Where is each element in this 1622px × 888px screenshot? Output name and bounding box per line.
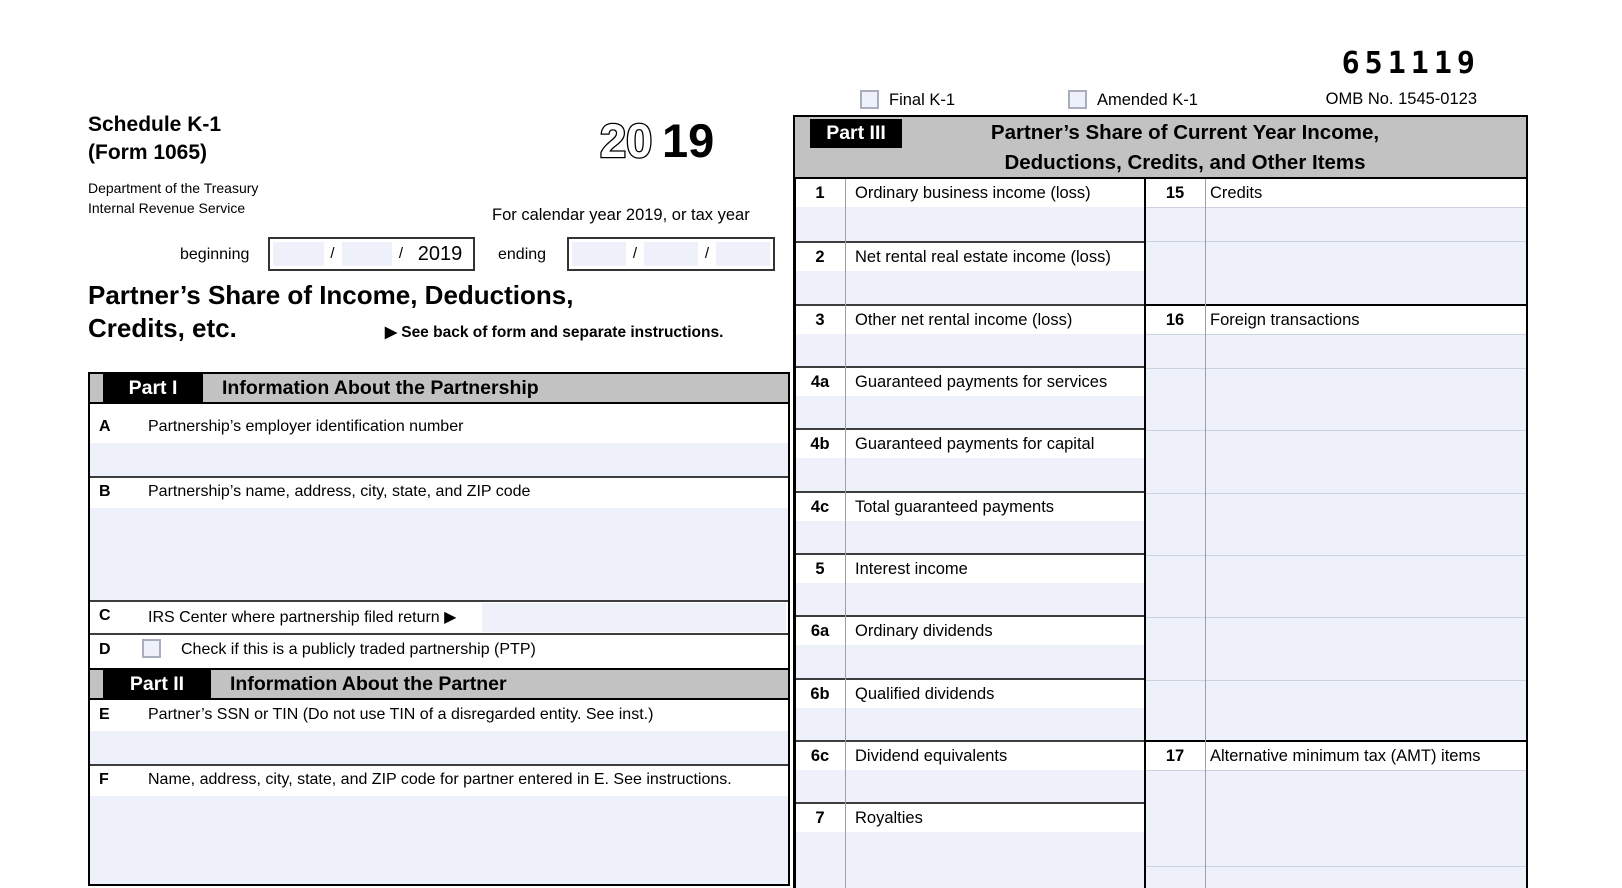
beginning-year-value: 2019 (409, 241, 471, 267)
row-4a-amount-input[interactable] (795, 396, 1145, 428)
item-a-letter: A (99, 418, 111, 435)
part3-section-16 (1145, 304, 1528, 740)
row-number: 6a (810, 622, 830, 640)
row-label: Guaranteed payments for services (855, 373, 1108, 391)
part3-section-17 (1145, 740, 1528, 888)
row-6b-amount-input[interactable] (795, 708, 1145, 740)
row-label: Foreign transactions (1210, 311, 1360, 329)
part3-middle-border (1144, 179, 1146, 888)
left-box-border-left (88, 372, 90, 886)
irs-service: Internal Revenue Service (88, 200, 246, 216)
part3-row-4c (795, 491, 1145, 553)
item-e-letter: E (99, 706, 110, 723)
divider (1145, 334, 1528, 335)
item-b-letter: B (99, 483, 111, 500)
part3-row-6b (795, 678, 1145, 740)
row-label: Alternative minimum tax (AMT) items (1210, 747, 1481, 765)
ending-year-input[interactable] (716, 242, 770, 266)
partner-name-address-input[interactable] (90, 796, 788, 884)
part3-row-2 (795, 241, 1145, 304)
final-k1-label: Final K-1 (889, 91, 956, 109)
amended-k1-checkbox[interactable] (1068, 90, 1087, 109)
row-7-amount-input[interactable] (795, 832, 1145, 888)
divider (1145, 493, 1528, 494)
partnership-name-address-input[interactable] (90, 508, 788, 600)
beginning-label: beginning (180, 246, 250, 263)
part3-border-right (1526, 179, 1528, 888)
tax-year-solid-digits: 19 (662, 114, 715, 167)
row-label: Dividend equivalents (855, 747, 1008, 765)
beginning-day-input[interactable] (342, 242, 393, 266)
part3-row-4b (795, 428, 1145, 491)
part3-row-3 (795, 304, 1145, 366)
row-label: Other net rental income (loss) (855, 311, 1073, 329)
part2-label: Part II (103, 669, 211, 699)
row-number: 6b (810, 685, 830, 703)
item-a-label: Partnership’s employer identification number (148, 418, 464, 435)
row-number: 7 (815, 809, 825, 827)
row-label: Guaranteed payments for capital (855, 435, 1095, 453)
ending-label: ending (498, 246, 547, 263)
form-number: (Form 1065) (88, 141, 208, 164)
divider (1145, 207, 1528, 208)
row-label: Ordinary dividends (855, 622, 993, 640)
row-3-amount-input[interactable] (795, 334, 1145, 366)
ending-date-box (567, 237, 775, 271)
ptp-checkbox[interactable] (142, 639, 161, 658)
row-number: 17 (1165, 747, 1185, 765)
beginning-month-input[interactable] (273, 242, 324, 266)
part3-section-15 (1145, 179, 1528, 304)
row-number: 6c (810, 747, 830, 765)
item-d-label: Check if this is a publicly traded partnership (PTP) (181, 641, 536, 658)
row-label: Net rental real estate income (loss) (855, 248, 1111, 266)
item-f-label: Name, address, city, state, and ZIP code for partner entered in E. See instructions. (148, 771, 732, 788)
row-4b-amount-input[interactable] (795, 458, 1145, 491)
date-slash: / (398, 245, 404, 262)
part3-row-4a (795, 366, 1145, 428)
row-5-amount-input[interactable] (795, 583, 1145, 615)
part3-number-column-line (845, 179, 846, 888)
row-number: 4a (810, 373, 830, 391)
divider (1145, 430, 1528, 431)
divider (1145, 617, 1528, 618)
left-box-border-right (788, 372, 790, 886)
row-label: Interest income (855, 560, 968, 578)
part3-row-5 (795, 553, 1145, 615)
row-6c-amount-input[interactable] (795, 770, 1145, 802)
divider (1145, 241, 1528, 242)
partner-ssn-input[interactable] (90, 731, 788, 764)
tax-year-outline-digits: 20 (600, 114, 653, 167)
calendar-year-line: For calendar year 2019, or tax year (492, 206, 750, 224)
row-number: 16 (1165, 311, 1185, 329)
row-number: 1 (815, 184, 825, 202)
part1-title: Information About the Partnership (222, 377, 539, 399)
divider (88, 476, 790, 478)
row-number: 2 (815, 248, 825, 266)
part3-border-left (793, 179, 796, 888)
part2-title: Information About the Partner (230, 673, 507, 695)
divider (1145, 680, 1528, 681)
part3-row-7 (795, 802, 1145, 888)
row-number: 15 (1165, 184, 1185, 202)
divider (1145, 770, 1528, 771)
divider (1145, 866, 1528, 867)
divider (88, 600, 790, 602)
see-back-instructions: ▶ See back of form and separate instructions. (385, 324, 724, 341)
item-d-letter: D (99, 641, 111, 658)
item-c-label: IRS Center where partnership filed return ▶ (148, 609, 457, 626)
divider (1145, 555, 1528, 556)
item-f-letter: F (99, 771, 109, 788)
item-c-letter: C (99, 607, 111, 624)
row-number: 5 (815, 560, 825, 578)
divider (88, 633, 790, 635)
part3-right-number-column-line (1205, 179, 1206, 888)
part3-label: Part III (810, 119, 902, 148)
section-15-amount-input[interactable] (1145, 207, 1528, 304)
row-label: Royalties (855, 809, 923, 827)
row-number: 3 (815, 311, 825, 329)
dept-treasury: Department of the Treasury (88, 180, 259, 196)
form-main-title-line2: Credits, etc. (88, 313, 237, 343)
ending-month-input[interactable] (572, 242, 626, 266)
row-number: 4b (810, 435, 830, 453)
amended-k1-label: Amended K-1 (1097, 91, 1198, 109)
part3-row-6c (795, 740, 1145, 802)
item-b-label: Partnership’s name, address, city, state, and ZIP code (148, 483, 531, 500)
row-label: Qualified dividends (855, 685, 995, 703)
part3-title-line2: Deductions, Credits, and Other Items (1004, 151, 1366, 174)
date-slash: / (632, 245, 638, 262)
beginning-date-box (268, 237, 475, 271)
omb-number: OMB No. 1545-0123 (1325, 90, 1477, 108)
part1-label: Part I (103, 373, 203, 403)
irs-center-input[interactable] (482, 603, 786, 632)
part3-title-line1: Partner’s Share of Current Year Income, (990, 121, 1380, 144)
divider (1145, 368, 1528, 369)
row-label: Credits (1210, 184, 1263, 202)
row-4c-amount-input[interactable] (795, 521, 1145, 553)
date-slash: / (704, 245, 710, 262)
part3-row-6a (795, 615, 1145, 678)
row-2-amount-input[interactable] (795, 271, 1145, 304)
final-k1-checkbox[interactable] (860, 90, 879, 109)
tax-year-mark (598, 110, 758, 170)
form-barcode-number: 651119 (1341, 46, 1480, 81)
row-6a-amount-input[interactable] (795, 645, 1145, 678)
item-e-label: Partner’s SSN or TIN (Do not use TIN of a disregarded entity. See inst.) (148, 706, 654, 723)
divider (88, 764, 790, 766)
ending-day-input[interactable] (644, 242, 698, 266)
row-label: Ordinary business income (loss) (855, 184, 1091, 202)
part3-row-1 (795, 179, 1145, 241)
partnership-ein-input[interactable] (90, 443, 788, 476)
row-number: 4c (810, 498, 830, 516)
row-1-amount-input[interactable] (795, 207, 1145, 241)
left-box-border-bottom (88, 884, 790, 886)
form-main-title-line1: Partner’s Share of Income, Deductions, (88, 280, 574, 310)
row-label: Total guaranteed payments (855, 498, 1055, 516)
section-17-amount-input[interactable] (1145, 770, 1528, 888)
schedule-title: Schedule K-1 (88, 113, 222, 136)
date-slash: / (330, 245, 335, 262)
